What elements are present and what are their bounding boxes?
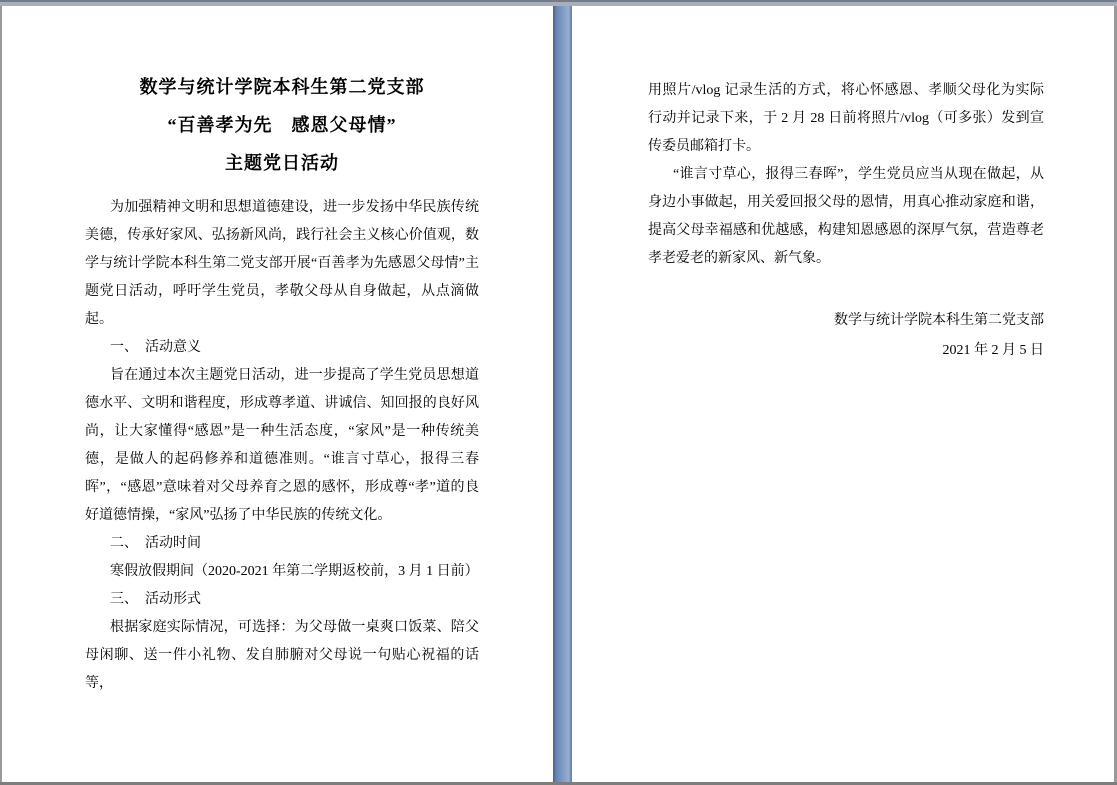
section-3-paragraph: 根据家庭实际情况，可选择：为父母做一桌爽口饭菜、陪父母闲聊、送一件小礼物、发自肺腑对父母说一句贴心祝福的话等， <box>85 620 479 691</box>
pages-row <box>0 6 1117 782</box>
signature-block <box>648 306 1044 366</box>
title-line-3: 主题党日活动 <box>225 153 339 173</box>
page-gap <box>553 6 572 782</box>
closing-paragraph: “谁言寸草心，报得三春晖”，学生党员应当从现在做起，从身边小事做起，用关爱回报父母的恩情，用真心推动家庭和谐，提高父母幸福感和优越感，构建知恩感恩的深厚气氛，营造尊老孝老爱老的新家风、新气象。 <box>648 167 1044 266</box>
document-page-2[interactable] <box>572 6 1114 782</box>
title-line-2: “百善孝为先 感恩父母情” <box>167 115 397 135</box>
section-2-paragraph: 寒假放假期间（2020-2021 年第二学期返校前，3 月 1 日前） <box>110 564 479 579</box>
section-2-heading: 二、 活动时间 <box>110 536 201 551</box>
intro-paragraph: 为加强精神文明和思想道德建设，进一步发扬中华民族传统美德，传承好家风、弘扬新风尚，践行社会主义核心价值观，数学与统计学院本科生第二党支部开展“百善孝为先感恩父母情”主题党日活动，呼吁学生党员，孝敬父母从自身做起，从点滴做起。 <box>85 200 479 327</box>
section-3-heading: 三、 活动形式 <box>110 592 201 607</box>
signature-org: 数学与统计学院本科生第二党支部 <box>834 313 1044 328</box>
section-1-paragraph: 旨在通过本次主题党日活动，进一步提高了学生党员思想道德水平、文明和谐程度，形成尊孝道、讲诚信、知回报的良好风尚，让大家懂得“感恩”是一种生活态度，“家风”是一种传统美德，是做人的起码修养和道德准则。“谁言寸草心，报得三春晖”，“感恩”意味着对父母养育之恩的感怀，形成尊“孝”道的良好道德情操，“家风”弘扬了中华民族的传统文化。 <box>85 368 479 523</box>
signature-date: 2021 年 2 月 5 日 <box>942 343 1044 358</box>
document-page-1[interactable] <box>2 6 553 782</box>
section-1-heading: 一、 活动意义 <box>110 340 201 355</box>
title-line-1: 数学与统计学院本科生第二党支部 <box>139 77 425 97</box>
continuation-paragraph: 用照片/vlog 记录生活的方式，将心怀感恩、孝顺父母化为实际行动并记录下来，于 2 月 28 日前将照片/vlog（可多张）发到宣传委员邮箱打卡。 <box>648 83 1044 154</box>
